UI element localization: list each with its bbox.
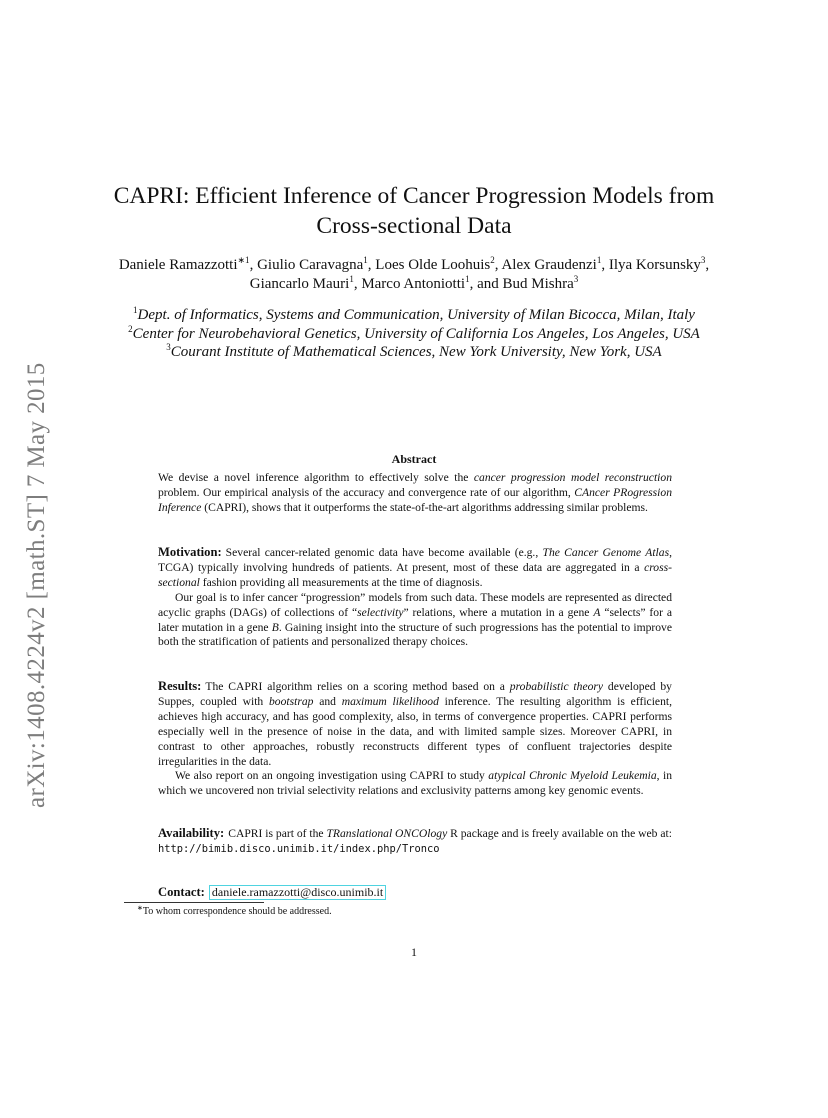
text-run: (CAPRI), shows that it outperforms the state-of-the-art algorithms addressing similar problems. — [201, 500, 648, 514]
results-paragraph-1 — [158, 679, 672, 769]
affiliation-mark: 3 — [166, 342, 171, 352]
text-run: CAPRI is part of the — [228, 827, 327, 840]
text-run: , TCGA) typically involving hundreds of patients. At present, most of these data are aggregated in a — [158, 546, 672, 574]
author-name: Daniele Ramazzotti — [118, 257, 238, 273]
author-mark: ∗1 — [237, 255, 250, 265]
abstract-heading: Abstract — [391, 452, 437, 466]
affiliation-text: Courant Institute of Mathematical Sciences, New York University, New York, USA — [170, 344, 662, 360]
author-list — [110, 256, 718, 294]
text-run: developed by Suppes, coupled with — [158, 680, 672, 708]
author-mark: 1 — [596, 255, 602, 265]
author-separator: , and — [469, 276, 503, 292]
footnote-divider — [124, 902, 264, 903]
text-run: Our goal is to infer cancer “progression” models from such data. These models are represented as directed acyclic graphs (DAGs) of collections of “ — [158, 590, 672, 619]
section-label-availability: Availability: — [158, 826, 225, 840]
emphasis: probabilistic theory — [509, 680, 604, 693]
results-paragraph-2 — [158, 769, 672, 799]
emphasis: cancer progression model reconstruction — [473, 471, 672, 484]
section-label-motivation: Motivation: — [158, 545, 222, 559]
affiliation — [110, 343, 718, 362]
author-mark: 1 — [363, 255, 368, 265]
author-mark: 1 — [349, 274, 354, 284]
motivation-paragraph-1 — [158, 545, 672, 591]
author-separator: , — [601, 257, 609, 273]
paper-title-line-2: Cross-sectional Data — [316, 213, 512, 239]
text-run: R package and is freely available on the web at: — [447, 827, 672, 840]
motivation-paragraph-2 — [158, 591, 672, 651]
affiliation-text: Center for Neurobehavioral Genetics, University of California Los Angeles, Los Angeles, USA — [132, 325, 700, 342]
author-separator: , — [353, 276, 362, 292]
emphasis: A — [593, 605, 601, 619]
text-run: fashion providing all measurements at the time of diagnosis. — [199, 575, 483, 589]
affiliation-text: Dept. of Informatics, Systems and Communication, University of Milan Bicocca, Milan, Italy — [137, 307, 695, 323]
author-mark: 2 — [490, 255, 495, 265]
affiliation — [110, 325, 718, 344]
text-run: ” relations, where a mutation in a gene — [403, 605, 594, 619]
abstract-intro — [158, 471, 672, 516]
author-name: Giulio Caravagna — [257, 257, 364, 273]
affiliation-list — [110, 306, 718, 362]
text-run: “selects” for a later mutation in a gene — [158, 605, 672, 634]
footnote-mark: ∗ — [137, 904, 143, 912]
author-mark: 1 — [465, 274, 470, 284]
text-run: . Gaining insight into the structure of such progressions has the potential to improve both the stratification of patients and personalized therapy choices. — [158, 620, 672, 649]
motivation-section — [158, 545, 672, 650]
author-name: Bud Mishra — [502, 276, 574, 292]
emphasis: CAncer PRogression Inference — [158, 485, 672, 514]
contact-section — [158, 885, 386, 900]
text-run: We also report on an ongoing investigation using CAPRI to study — [175, 769, 489, 783]
text-run: Several cancer-related genomic data have become available (e.g., — [225, 546, 543, 559]
emphasis: selectivity — [357, 605, 404, 619]
author-name: Loes Olde Loohuis — [375, 257, 491, 273]
contact-email-link[interactable]: daniele.ramazzotti@disco.unimib.it — [209, 885, 386, 900]
results-section — [158, 679, 672, 799]
author-name: Giancarlo Mauri — [249, 276, 350, 292]
author-separator: , — [367, 257, 376, 273]
emphasis: atypical Chronic Myeloid Leukemia — [488, 769, 657, 783]
arxiv-identifier-stamp: arXiv:1408.4224v2 [math.ST] 7 May 2015 — [23, 362, 50, 808]
author-name: Marco Antoniotti — [361, 276, 466, 292]
footnote-text: To whom correspondence should be addressed. — [142, 906, 332, 917]
emphasis: B — [271, 620, 279, 634]
author-separator: , — [494, 257, 502, 273]
emphasis: maximum likelihood — [341, 694, 439, 708]
paper-title — [110, 181, 718, 241]
author-separator: , — [705, 257, 710, 273]
affiliation-mark: 2 — [128, 323, 133, 334]
text-run: , in which we uncovered non trivial selectivity relations and exclusivity patterns among key genomic events. — [158, 769, 672, 798]
emphasis: bootstrap — [268, 694, 314, 708]
paper-title-line-1: CAPRI: Efficient Inference of Cancer Progression Models from — [113, 183, 715, 209]
page-number: 1 — [411, 945, 417, 959]
author-separator: , — [249, 257, 258, 273]
text-run: inference. The resulting algorithm is efficient, achieves high accuracy, and has good complexity, also, in terms of convergence properties. CAPRI performs especially well in the presence of noise in the data, and with limited sample sizes. Moreover CAPRI, in contrast to other approaches, robustly reconstructs different types of confluent trajectories despite irregularities in the data. — [158, 694, 672, 768]
text-run: The CAPRI algorithm relies on a scoring method based on a — [205, 680, 510, 693]
availability-section — [158, 826, 672, 857]
author-mark: 3 — [573, 274, 579, 284]
correspondence-footnote — [137, 906, 332, 917]
section-label-contact: Contact: — [158, 885, 205, 899]
section-label-results: Results: — [158, 679, 202, 693]
emphasis: The Cancer Genome Atlas — [542, 546, 670, 559]
tronco-url[interactable]: http://bimib.disco.unimib.it/index.php/Tronco — [158, 842, 440, 855]
author-mark: 3 — [700, 255, 706, 265]
emphasis: cross-sectional — [158, 560, 672, 589]
text-run: problem. Our empirical analysis of the accuracy and convergence rate of our algorithm, — [158, 485, 575, 499]
author-name: Alex Graudenzi — [501, 257, 597, 273]
affiliation-mark: 1 — [133, 305, 138, 315]
author-name: Ilya Korsunsky — [608, 257, 701, 273]
text-run: and — [313, 694, 342, 708]
emphasis: TRanslational ONCOlogy — [326, 827, 448, 840]
text-run: We devise a novel inference algorithm to effectively solve the — [158, 471, 474, 484]
availability-paragraph — [158, 826, 672, 842]
affiliation — [110, 306, 718, 325]
